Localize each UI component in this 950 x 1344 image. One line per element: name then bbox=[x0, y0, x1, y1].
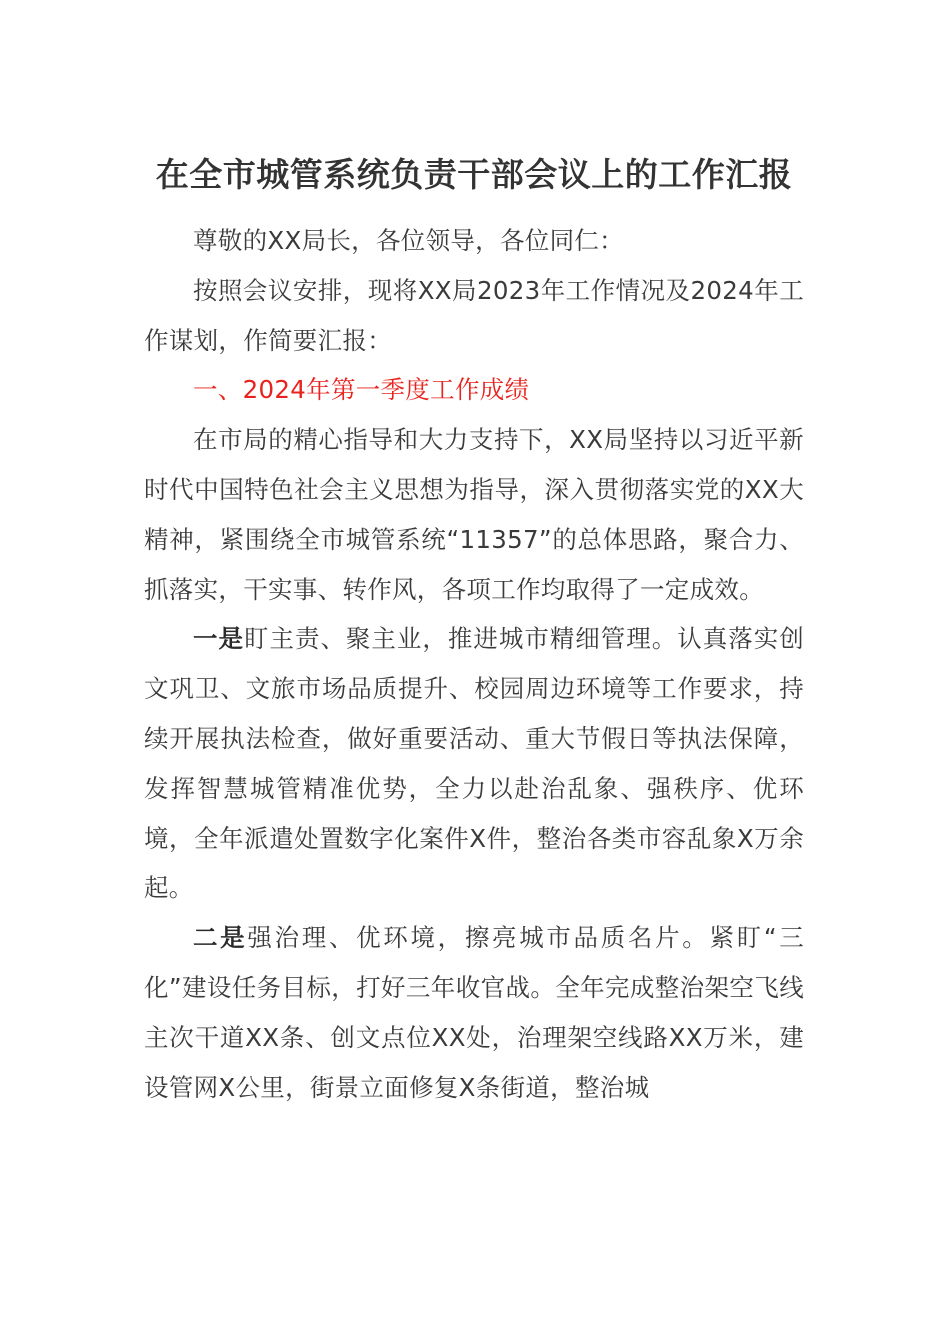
item-two-lead: 二是 bbox=[193, 923, 248, 953]
item-one-body: 盯主责、聚主业，推进城市精细管理。认真落实创文巩卫、文旅市场品质提升、校园周边环境等工作要求，持续开展执法检查，做好重要活动、重大节假日等执法保障，发挥智慧城管精准优势，全力以赴治乱象、强秩序、优环境，全年派遣处置数字化案件X件，整治各类市容乱象X万余起。 bbox=[144, 624, 804, 903]
salutation: 尊敬的XX局长，各位领导，各位同仁： bbox=[193, 226, 624, 255]
document-title: 在全市城管系统负责干部会议上的工作汇报 bbox=[155, 155, 793, 194]
section-body: 在市局的精心指导和大力支持下，XX局坚持以习近平新时代中国特色社会主义思想为指导，深入贯彻落实党的XX大精神，紧围绕全市城管系统“11357”的总体思路，聚合力、抓落实，干实事、转作风，各项工作均取得了一定成效。 bbox=[144, 425, 804, 604]
section-heading: 一、2024年第一季度工作成绩 bbox=[193, 375, 530, 405]
document-page bbox=[144, 150, 804, 1112]
item-two-paragraph bbox=[144, 913, 804, 1112]
item-one-paragraph bbox=[144, 614, 804, 913]
intro-paragraph: 按照会议安排，现将XX局2023年工作情况及2024年工作谋划，作简要汇报： bbox=[144, 275, 804, 355]
item-two-body: 强治理、优环境，擦亮城市品质名片。紧盯“三化”建设任务目标，打好三年收官战。全年完成整治架空飞线主次干道XX条、创文点位XX处，治理架空线路XX万米，建设管网X公里，街景立面修复X条街道，整治城 bbox=[144, 923, 804, 1102]
item-one-lead: 一是 bbox=[193, 624, 244, 654]
